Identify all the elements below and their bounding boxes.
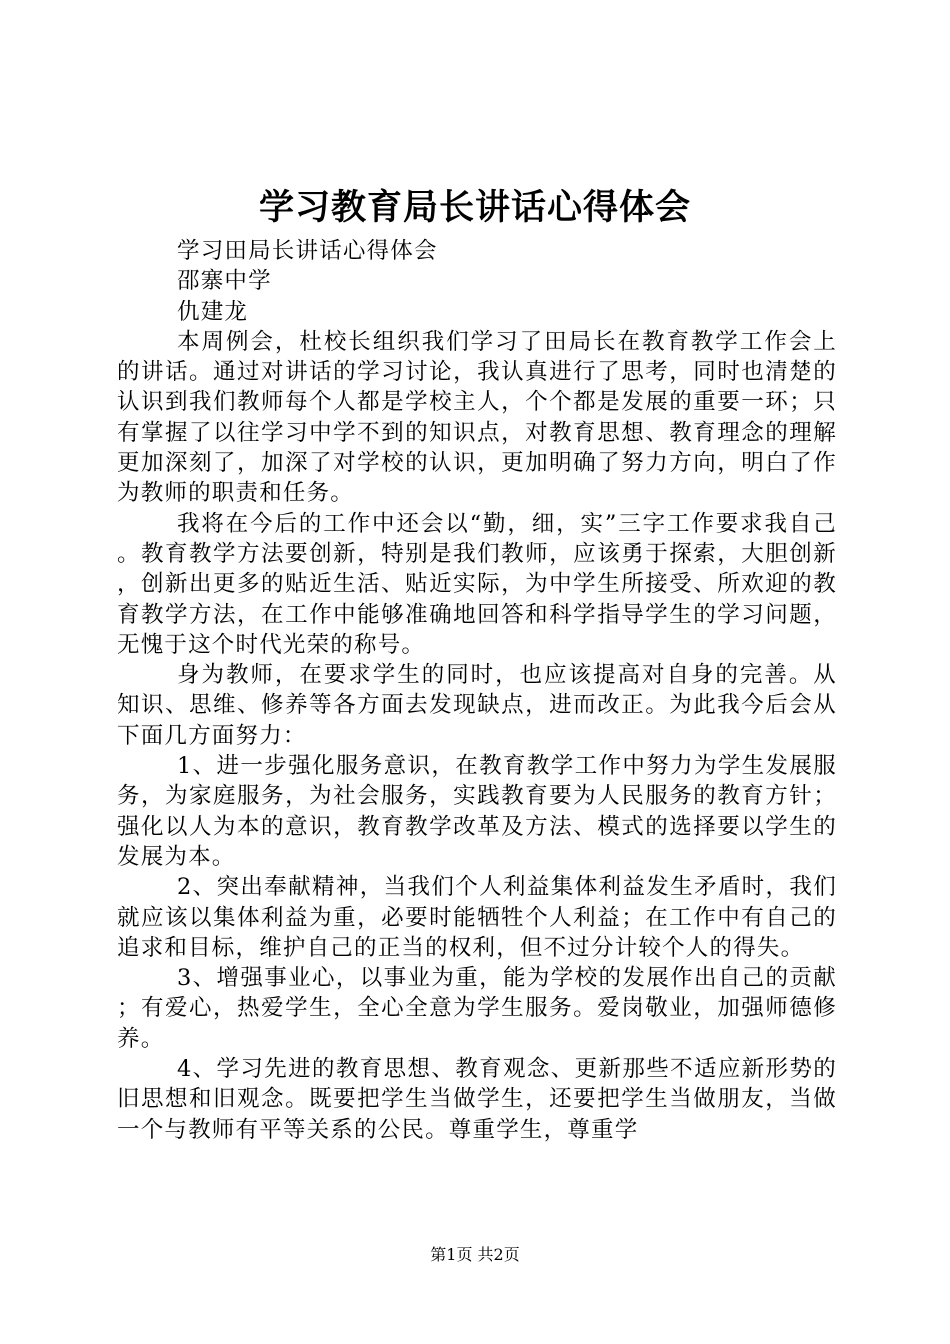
paragraph-6: 3、增强事业心，以事业为重，能为学校的发展作出自己的贡献；有爱心，热爱学生，全心全意为学生服务。爱岗敬业，加强师德修养。 [117, 965, 837, 1052]
paragraph-5: 2、突出奉献精神，当我们个人利益集体利益发生矛盾时，我们就应该以集体利益为重，必要时能牺牲个人利益；在工作中有自己的追求和目标，维护自己的正当的权利，但不过分计较个人的得失。 [117, 874, 837, 961]
document-subtitle: 学习田局长讲话心得体会 [177, 238, 438, 264]
paragraph-7: 4、学习先进的教育思想、教育观念、更新那些不适应新形势的旧思想和旧观念。既要把学生当做学生，还要把学生当做朋友，当做一个与教师有平等关系的公民。尊重学生，尊重学 [117, 1056, 837, 1143]
document-body [117, 236, 837, 1145]
document-title: 学习教育局长讲话心得体会 [258, 187, 691, 228]
school-name: 邵寨中学 [177, 268, 272, 295]
paragraph-4: 1、进一步强化服务意识，在教育教学工作中努力为学生发展服务，为家庭服务，为社会服务，实践教育要为人民服务的教育方针；强化以人为本的意识，教育教学改革及方法、模式的选择要以学生的发展为本。 [117, 753, 837, 870]
page-number: 第1页 共2页 [430, 1245, 520, 1264]
paragraph-2: 我将在今后的工作中还会以“勤，细，实”三字工作要求我自己。教育教学方法要创新，特别是我们教师，应该勇于探索，大胆创新，创新出更多的贴近生活、贴近实际，为中学生所接受、所欢迎的教育教学方法，在工作中能够准确地回答和科学指导学生的学习问题，无愧于这个时代光荣的称号。 [117, 510, 837, 658]
author-name: 仇建龙 [177, 298, 249, 325]
paragraph-1: 本周例会，杜校长组织我们学习了田局长在教育教学工作会上的讲话。通过对讲话的学习讨论，我认真进行了思考，同时也清楚的认识到我们教师每个人都是学校主人，个个都是发展的重要一环；只有掌握了以往学习中学不到的知识点，对教育思想、教育理念的理解更加深刻了，加深了对学校的认识，更加明确了努力方向，明白了作为教师的职责和任务。 [117, 328, 837, 507]
paragraph-3: 身为教师，在要求学生的同时，也应该提高对自身的完善。从知识、思维、修养等各方面去发现缺点，进而改正。为此我今后会从下面几方面努力： [117, 662, 837, 749]
